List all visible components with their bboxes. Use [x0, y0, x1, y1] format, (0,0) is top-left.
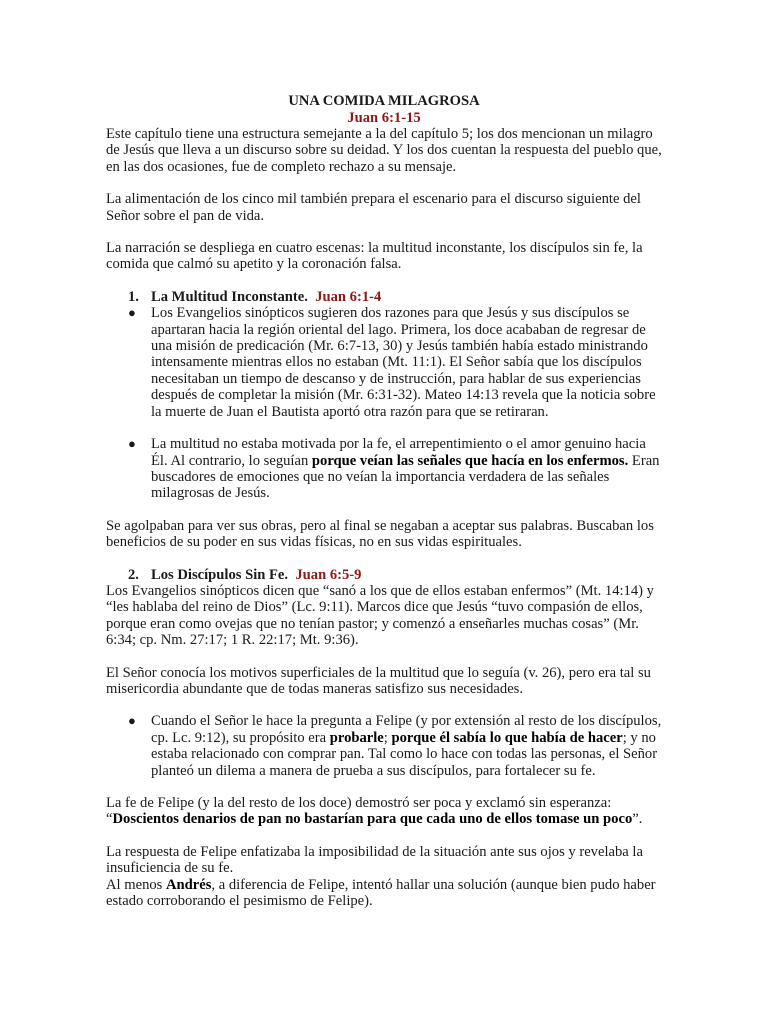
section-1-bullet-2-text-c: Eran buscadores de emociones que no veían la importancia verdadera de las señales milagrosas de Jesús.: [151, 452, 660, 502]
section-2-bullet-text-e: ; y no estaba relacionado con comprar pan. Tal como lo hace con todas las personas, el Señor planteó un dilema a manera de prueba a sus discípulos, para fortalecer su fe.: [151, 729, 658, 779]
section-1-ref: Juan 6:1-4: [315, 288, 382, 305]
section-2-paragraph-4: La respuesta de Felipe enfatizaba la imposibilidad de la situación ante sus ojos y revelaba la insuficiencia de su fe.: [106, 843, 643, 877]
section-1-bullet-list: [106, 305, 662, 420]
intro-paragraph-2: La alimentación de los cinco mil también prepara el escenario para el discurso siguiente del Señor sobre el pan de vida.: [106, 191, 641, 224]
section-2-p3-text-a: La fe de Felipe (y la del resto de los doce) demostró ser poca y exclamó sin esperanza: “: [106, 795, 612, 828]
section-2-bullet-text-c: ;: [383, 729, 392, 746]
section-1-bullet-list-2: [106, 436, 662, 502]
section-2-heading: [106, 567, 662, 583]
bullet-icon: ●: [128, 305, 136, 321]
section-2-paragraph-5: [106, 877, 662, 910]
section-1-bullet-2-text-a: La multitud no estaba motivada por la fe, el arrepentimiento o el amor genuino hacia Él. Al contrario, lo seguían: [151, 436, 646, 469]
section-1-closing-paragraph: Se agolpaban para ver sus obras, pero al final se negaban a aceptar sus palabras. Buscaban los beneficios de su poder en sus vidas físicas, no en sus vidas espirituales.: [106, 517, 654, 551]
section-1-title: La Multitud Inconstante.: [151, 288, 308, 305]
section-2-bullet-emphasis-1: probarle: [329, 729, 384, 746]
bullet-icon: ●: [128, 713, 136, 729]
section-2-paragraph-2: El Señor conocía los motivos superficiales de la multitud que lo seguía (v. 26), pero era tal su misericordia abundante que de todas maneras satisfizo sus necesidades.: [106, 664, 651, 697]
section-2-p5-name: Andrés: [166, 876, 212, 893]
section-1-heading: [106, 289, 662, 305]
section-2-bullet-list: [106, 713, 662, 779]
section-2-bullet-emphasis-2: porque él sabía lo que había de hacer: [391, 729, 623, 746]
title-reference: [106, 110, 662, 126]
title-ref-text: Juan 6:1-15: [347, 110, 421, 126]
section-2-p5-text-a: Al menos: [106, 876, 166, 893]
intro-paragraph-1: Este capítulo tiene una estructura semejante a la del capítulo 5; los dos mencionan un milagro de Jesús que lleva a un discurso sobre su deidad. Y los dos cuentan la respuesta del pueblo que, en las dos ocasiones, fue de completo rechazo a su mensaje.: [106, 126, 662, 175]
list-item: [106, 305, 662, 420]
intro-paragraph-3: La narración se despliega en cuatro escenas: la multitud inconstante, los discípulos sin fe, la comida que calmó su apetito y la coronación falsa.: [106, 240, 643, 273]
section-2-paragraph-3: [106, 795, 662, 828]
document-title: UNA COMIDA MILAGROSA: [288, 93, 480, 109]
section-1-bullet-1-text: Los Evangelios sinópticos sugieren dos razones para que Jesús y sus discípulos se apartaran hacia la región oriental del lago. Primera, los doce acababan de regresar de una misión de predicación (Mr. 6:7-13, 30) y Jesús también había estado ministrando intensamente mientras ellos no estaban (Mt. 11:1). El Señor sabía que los discípulos necesitaban un tiempo de descanso y de instrucción, para hablar de sus experiencias después de completar la misión (Mr. 6:31-32). Mateo 14:13 revela que la noticia sobre la muerte de Juan el Bautista aportó otra razón para que se retiraran.: [151, 305, 656, 420]
section-2-p3-quote: Doscientos denarios de pan no bastarían para que cada uno de ellos tomase un poco: [112, 811, 633, 828]
section-1-number: 1.: [128, 288, 139, 305]
section-2-ref: Juan 6:5-9: [295, 566, 362, 583]
section-2-number: 2.: [128, 566, 139, 583]
document-page: [106, 92, 662, 909]
section-2-p3-text-c: ”.: [632, 811, 643, 828]
section-2-p5-text-c: , a diferencia de Felipe, intentó hallar una solución (aunque bien pudo haber estado corroborando el pesimismo de Felipe).: [106, 876, 656, 910]
list-item: [106, 713, 662, 779]
section-2-paragraph-1: Los Evangelios sinópticos dicen que “sanó a los que de ellos estaban enfermos” (Mt. 14:14) y “les hablaba del reino de Dios” (Lc. 9:11). Marcos dice que Jesús “tuvo compasión de ellos, porque eran como ovejas que no tenían pastor; y comenzó a enseñarles muchas cosas” (Mr. 6:34; cp. Nm. 27:17; 1 R. 22:17; Mt. 9:36).: [106, 582, 654, 649]
section-1-bullet-2-emphasis: porque veían las señales que hacía en los enfermos.: [311, 452, 629, 469]
section-2-title: Los Discípulos Sin Fe.: [151, 566, 289, 583]
bullet-icon: ●: [128, 436, 136, 452]
section-2-bullet-text-a: Cuando el Señor le hace la pregunta a Felipe (y por extensión al resto de los discípulos, cp. Lc. 9:12), su propósito era: [151, 713, 662, 746]
list-item: [106, 436, 662, 502]
